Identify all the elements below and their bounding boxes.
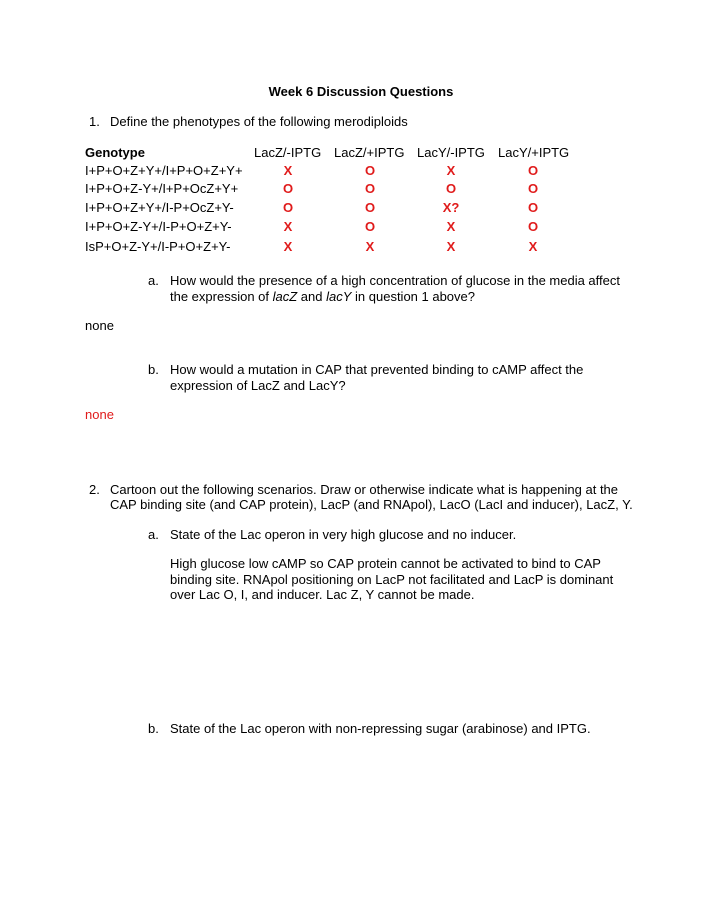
q1-number: 1. (89, 114, 100, 129)
genotype-cell: IsP+O+Z-Y+/I-P+O+Z+Y- (85, 239, 231, 254)
genotype-cell: I+P+O+Z+Y+/I+P+O+Z+Y+ (85, 163, 243, 178)
q1b-line2: expression of LacZ and LacY? (170, 378, 346, 393)
phenotype-cell: O (527, 219, 539, 234)
q2-line2: CAP binding site (and CAP protein), LacP (and RNApol), LacO (LacI and inducer), LacZ, Y. (110, 497, 633, 512)
phenotype-cell: O (282, 200, 294, 215)
phenotype-cell: X (283, 239, 293, 254)
q2-line1: Cartoon out the following scenarios. Draw or otherwise indicate what is happening at the (110, 482, 619, 497)
q1a-letter: a. (148, 273, 159, 288)
phenotype-cell: O (527, 163, 539, 178)
genotype-cell: I+P+O+Z+Y+/I-P+OcZ+Y- (85, 200, 234, 215)
q1b-answer: none (85, 407, 114, 422)
q1-text: Define the phenotypes of the following merodiploids (110, 114, 408, 129)
header-lacy-plus-iptg: LacY/+IPTG (498, 145, 570, 160)
phenotype-cell: X (446, 239, 456, 254)
q2a-answer-line1: High glucose low cAMP so CAP protein cannot be activated to bind to CAP (170, 556, 601, 571)
header-genotype: Genotype (85, 145, 145, 160)
q1a-line1: How would the presence of a high concentration of glucose in the media affect (170, 273, 620, 288)
genotype-cell: I+P+O+Z-Y+/I+P+OcZ+Y+ (85, 181, 239, 196)
phenotype-cell: X (446, 219, 456, 234)
phenotype-cell: X? (442, 200, 460, 215)
q2a-text: State of the Lac operon in very high glucose and no inducer. (170, 527, 517, 542)
q1a-lacz-italic: lacZ (272, 289, 298, 304)
q2-number: 2. (89, 482, 100, 497)
header-lacz-plus-iptg: LacZ/+IPTG (334, 145, 405, 160)
q1a-line2-mid: and (297, 289, 327, 304)
phenotype-cell: X (528, 239, 538, 254)
phenotype-cell: O (364, 163, 376, 178)
phenotype-cell: O (527, 200, 539, 215)
q1a-line2-pre: the expression of (170, 289, 273, 304)
header-lacy-minus-iptg: LacY/-IPTG (417, 145, 485, 160)
q2a-answer-line2: binding site. RNApol positioning on LacP not facilitated and LacP is dominant (170, 572, 614, 587)
phenotype-cell: X (446, 163, 456, 178)
phenotype-cell: O (527, 181, 539, 196)
phenotype-cell: O (364, 219, 376, 234)
q2b-letter: b. (148, 721, 159, 736)
q1a-lacy-italic: lacY (326, 289, 352, 304)
q2a-letter: a. (148, 527, 159, 542)
q1b-letter: b. (148, 362, 159, 377)
genotype-cell: I+P+O+Z-Y+/I-P+O+Z+Y- (85, 219, 232, 234)
phenotype-cell: O (364, 200, 376, 215)
q1a-line2 (170, 289, 475, 305)
q2b-text: State of the Lac operon with non-repressing sugar (arabinose) and IPTG. (170, 721, 591, 736)
page-title: Week 6 Discussion Questions (268, 84, 454, 99)
q1b-line1: How would a mutation in CAP that prevented binding to cAMP affect the (170, 362, 584, 377)
phenotype-cell: O (445, 181, 457, 196)
phenotype-cell: O (282, 181, 294, 196)
phenotype-cell: X (283, 219, 293, 234)
phenotype-cell: O (364, 181, 376, 196)
header-lacz-minus-iptg: LacZ/-IPTG (254, 145, 322, 160)
phenotype-cell: X (365, 239, 375, 254)
q1a-answer: none (85, 318, 114, 333)
q2a-answer-line3: over Lac O, I, and inducer. Lac Z, Y cannot be made. (170, 587, 475, 602)
phenotype-cell: X (283, 163, 293, 178)
q1a-line2-post: in question 1 above? (351, 289, 476, 304)
